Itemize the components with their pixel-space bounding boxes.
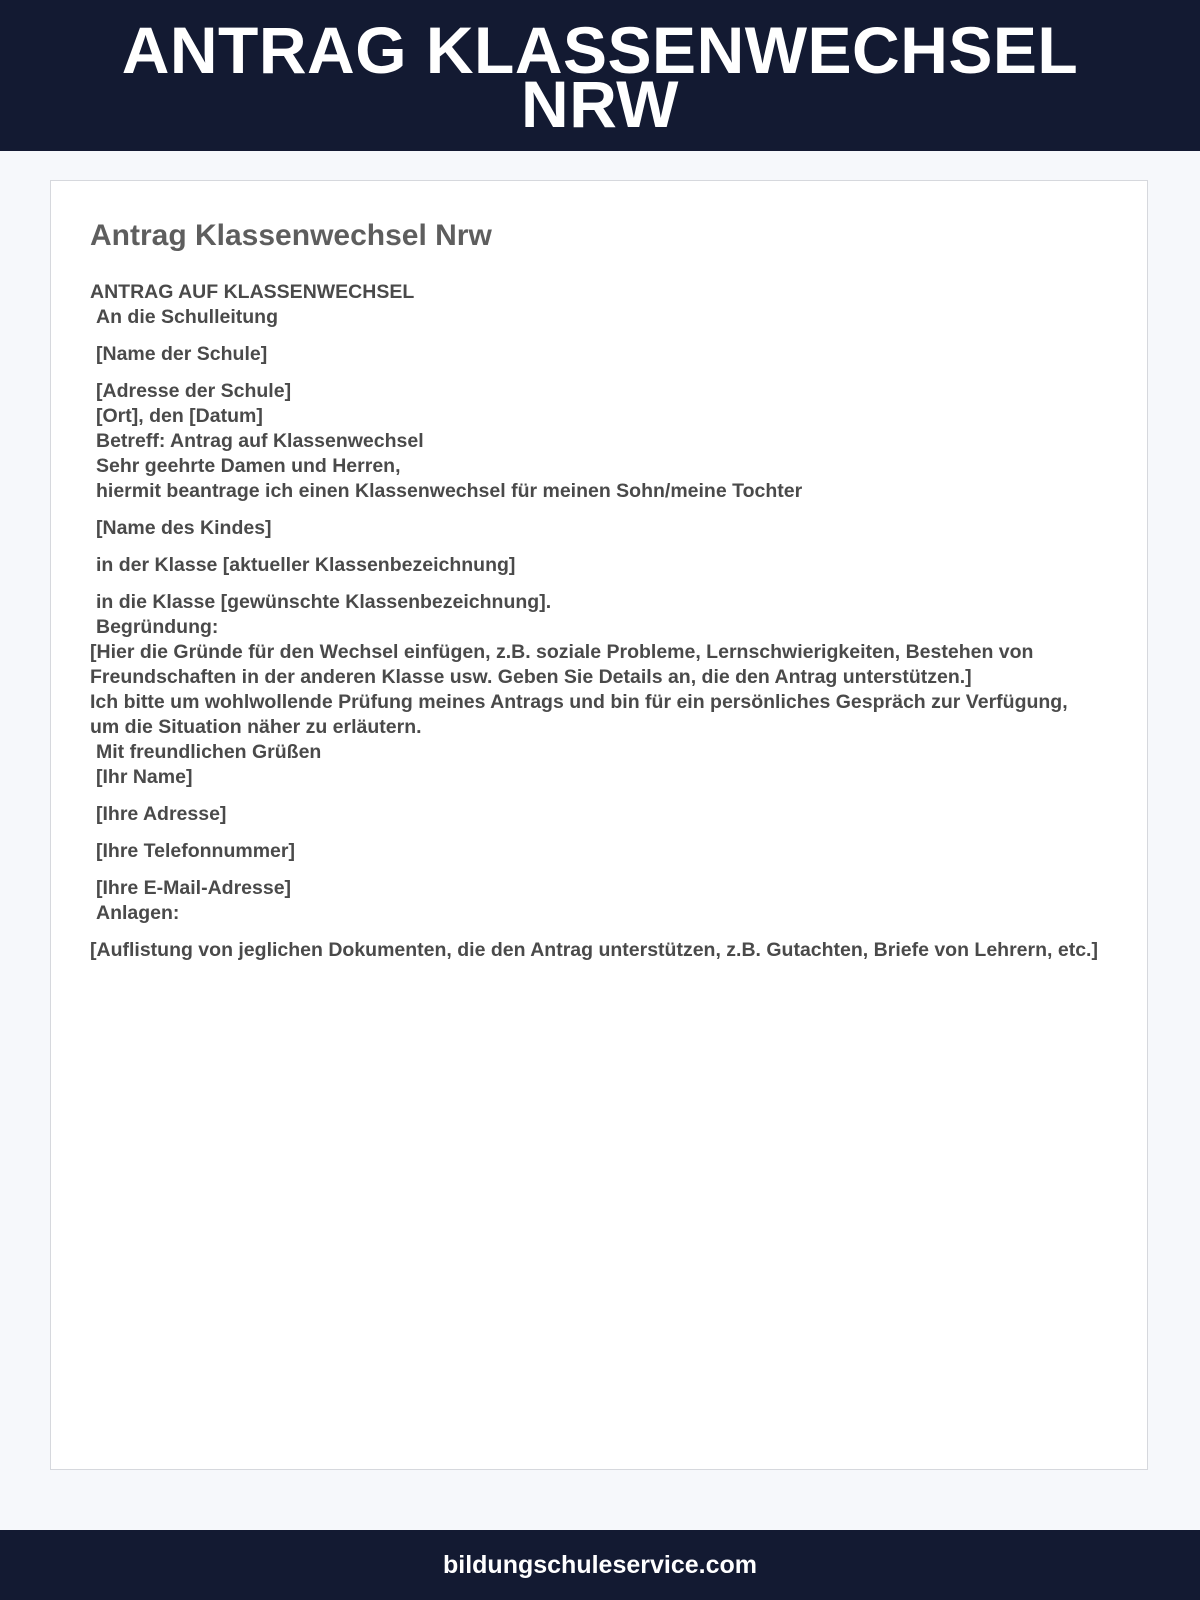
recipient-line: An die Schulleitung <box>96 306 279 328</box>
target-class-line: in die Klasse [gewünschte Klassenbezeichnung]. <box>96 591 552 613</box>
attachments-placeholder: [Auflistung von jeglichen Dokumenten, die den Antrag unterstützen, z.B. Gutachten, Briefe von Lehrern, etc.] <box>90 939 1098 961</box>
sender-email-placeholder: [Ihre E-Mail-Adresse] <box>96 877 292 899</box>
page-title: ANTRAG KLASSENWECHSEL NRW <box>121 12 1079 141</box>
page-header <box>0 0 1200 151</box>
greeting-line: Mit freundlichen Grüßen <box>96 741 322 763</box>
school-name-placeholder: [Name der Schule] <box>96 343 268 365</box>
reason-label: Begründung: <box>96 616 219 638</box>
subject-line: Betreff: Antrag auf Klassenwechsel <box>96 430 424 452</box>
sender-phone-placeholder: [Ihre Telefonnummer] <box>96 840 295 862</box>
reason-placeholder: [Hier die Gründe für den Wechsel einfügen, z.B. soziale Probleme, Lernschwierigkeiten, Bestehen von Freundschaften in der anderen Klasse usw. Geben Sie Details an, die den Antrag unterstützen.] <box>90 641 1039 688</box>
child-name-placeholder: [Name des Kindes] <box>96 517 272 539</box>
request-line: hiermit beantrage ich einen Klassenwechsel für meinen Sohn/meine Tochter <box>96 480 803 502</box>
attachments-label: Anlagen: <box>96 902 180 924</box>
place-date-line: [Ort], den [Datum] <box>96 405 263 427</box>
document-card <box>50 180 1148 1470</box>
letter-body <box>90 280 1100 963</box>
sender-address-placeholder: [Ihre Adresse] <box>96 803 227 825</box>
salutation-line: Sehr geehrte Damen und Herren, <box>96 455 401 477</box>
letter-heading: ANTRAG AUF KLASSENWECHSEL <box>90 281 415 303</box>
footer-site-name: bildungschuleservice.com <box>443 1550 757 1579</box>
document-title: Antrag Klassenwechsel Nrw <box>90 219 492 252</box>
sender-name-placeholder: [Ihr Name] <box>96 766 193 788</box>
school-address-placeholder: [Adresse der Schule] <box>96 380 292 402</box>
current-class-line: in der Klasse [aktueller Klassenbezeichnung] <box>96 554 516 576</box>
page-footer <box>0 1530 1200 1600</box>
closing-paragraph: Ich bitte um wohlwollende Prüfung meines Antrags und bin für ein persönliches Gespräch zur Verfügung, um die Situation näher zu erläutern. <box>90 691 1074 738</box>
